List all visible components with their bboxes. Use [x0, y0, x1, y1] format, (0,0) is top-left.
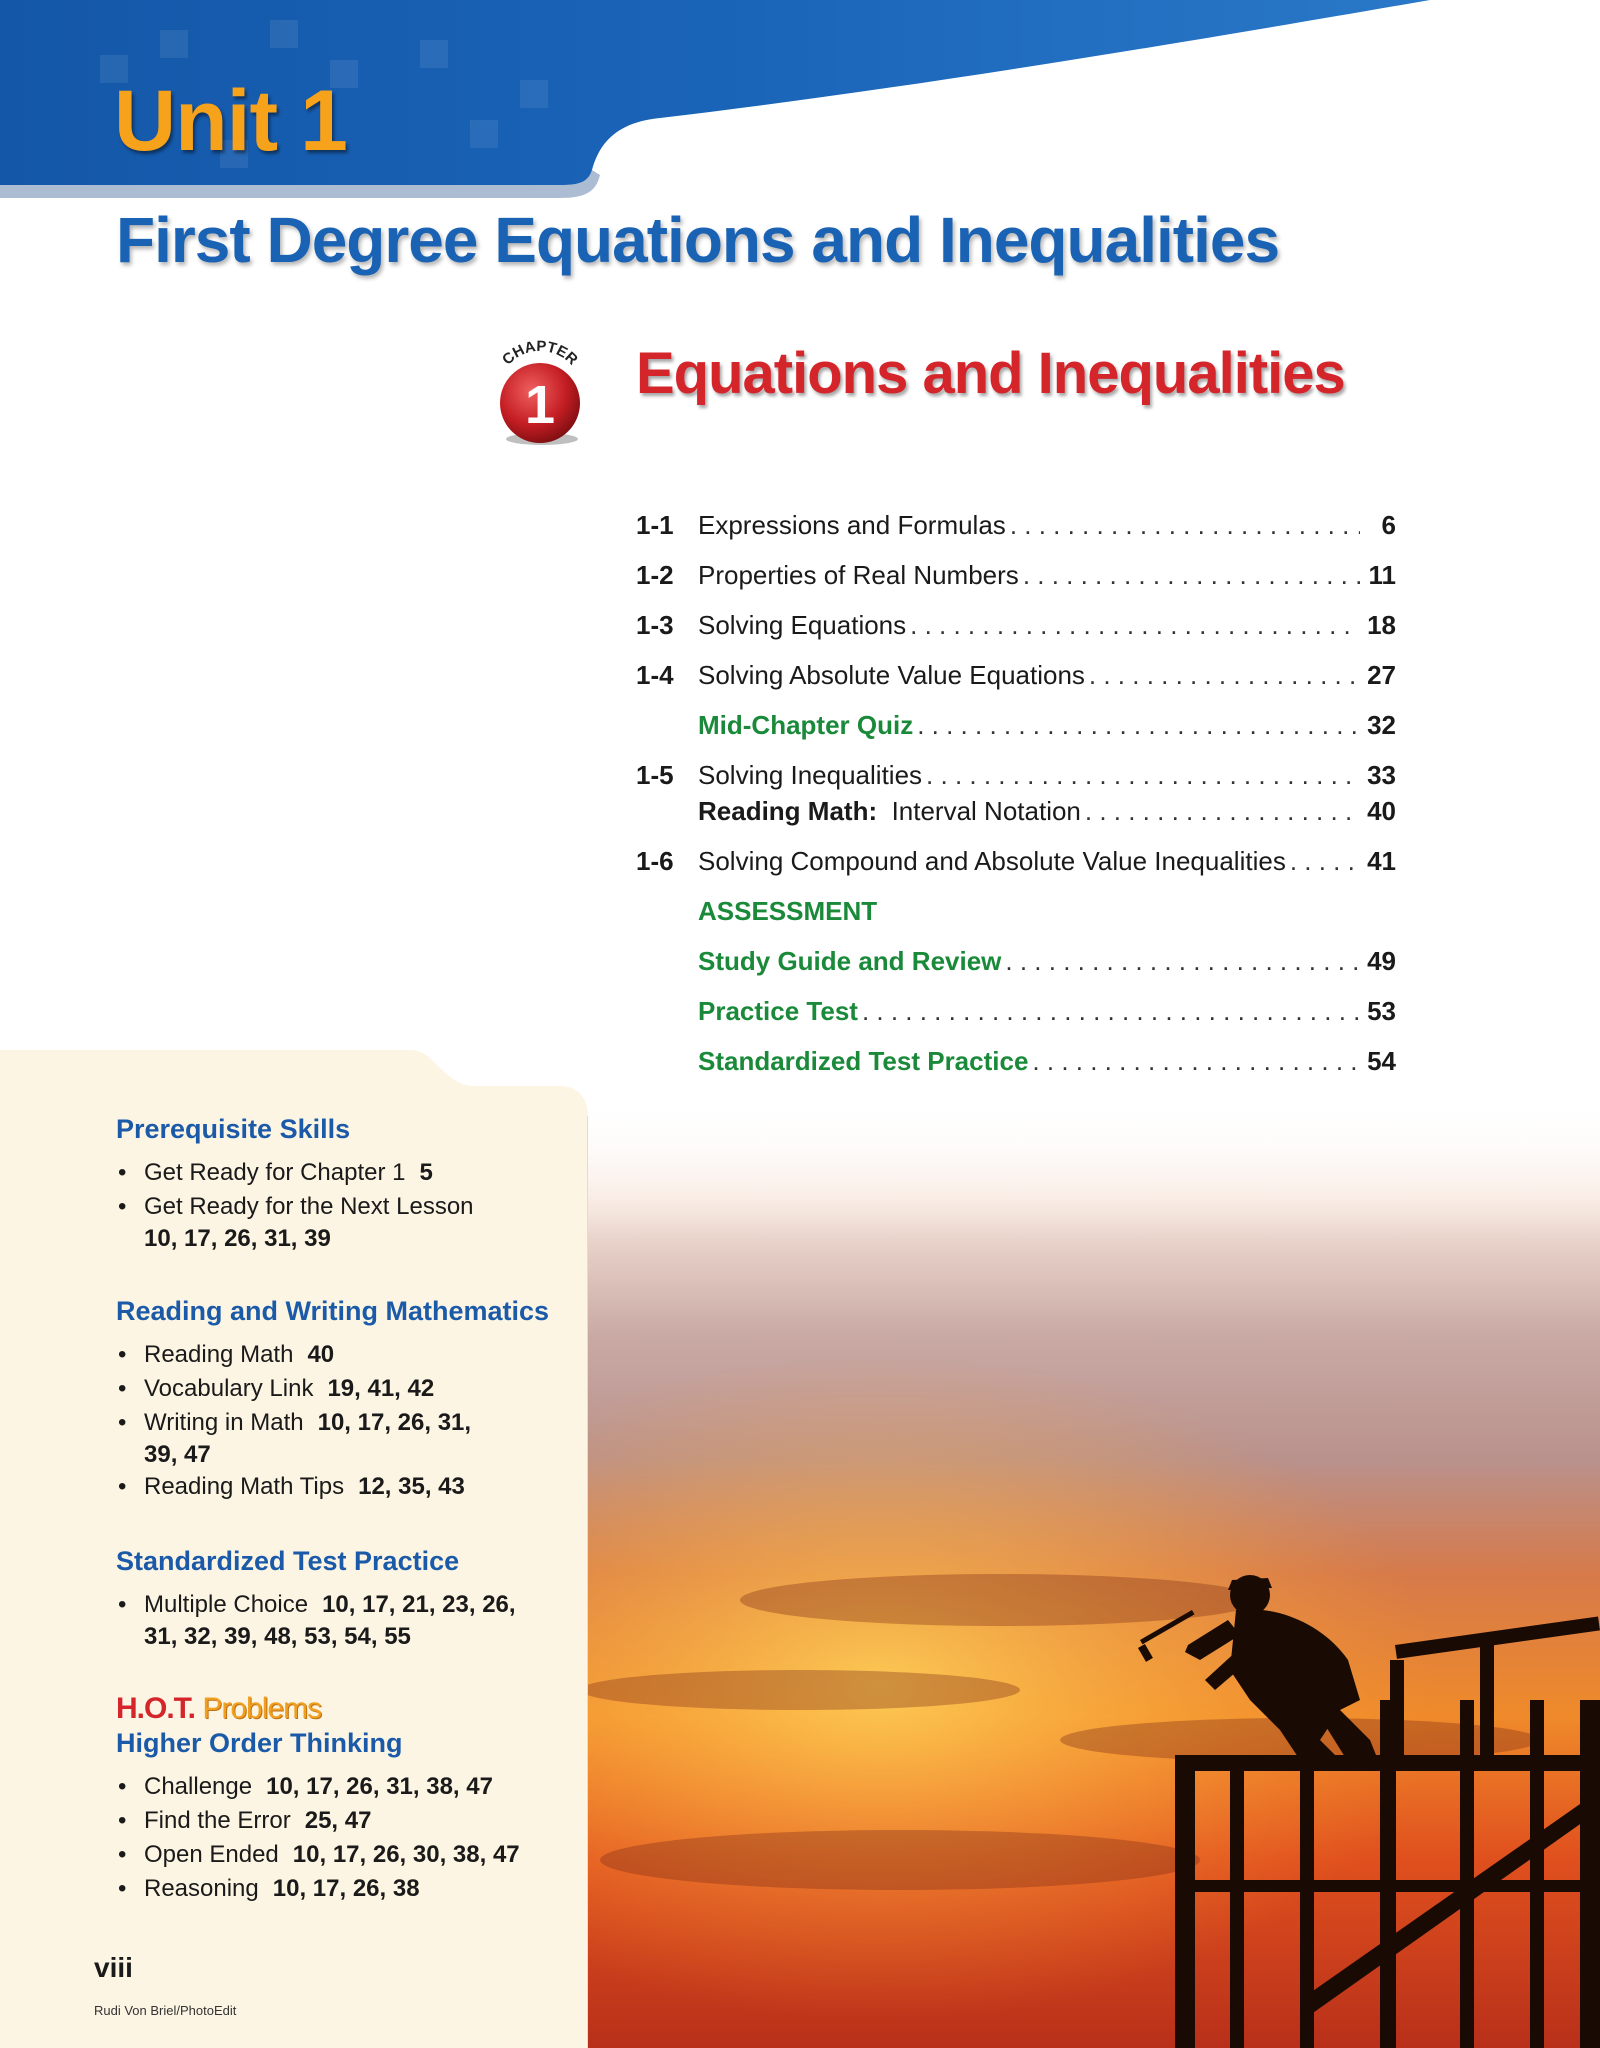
item-pages: 10, 17, 26, 30, 38, 47: [292, 1841, 520, 1868]
item-label: Reading Math Tips: [144, 1473, 345, 1500]
leader-dots: [1085, 791, 1359, 831]
standardized-test-heading: Standardized Test Practice: [116, 1546, 460, 1576]
toc-row-reading-math[interactable]: [636, 791, 1396, 841]
sidebar-content: [116, 1112, 556, 1946]
toc-row-1-3[interactable]: [636, 605, 1396, 655]
prerequisite-skills-list: [116, 1156, 556, 1254]
leader-dots: [1023, 555, 1360, 595]
item-label: Open Ended: [144, 1841, 279, 1868]
lesson-title: Solving Compound and Absolute Value Inequalities: [698, 846, 1286, 876]
hot-logo-a: H.O.T.: [116, 1692, 196, 1725]
higher-order-thinking-list: [116, 1770, 556, 1906]
item-pages: 10, 17, 26, 31, 38, 47: [266, 1773, 493, 1800]
list-item[interactable]: [116, 1338, 556, 1372]
item-pages: 10, 17, 26, 31,: [317, 1409, 472, 1436]
list-item[interactable]: [116, 1804, 556, 1838]
page-number: 33: [1367, 760, 1396, 790]
toc-row-1-4[interactable]: [636, 655, 1396, 705]
item-label: Get Ready for Chapter 1: [144, 1159, 406, 1186]
lesson-number: 1-5: [636, 760, 674, 790]
list-item[interactable]: [116, 1372, 556, 1406]
lesson-number: 1-1: [636, 510, 674, 540]
list-item[interactable]: [116, 1156, 556, 1190]
item-pages: 10, 17, 21, 23, 26,: [322, 1591, 516, 1618]
toc-row-practice-test[interactable]: [636, 991, 1396, 1041]
leader-dots: [917, 705, 1359, 745]
photo-credit: Rudi Von Briel/PhotoEdit: [94, 2003, 237, 2018]
lesson-number: 1-2: [636, 560, 674, 590]
lesson-title: Solving Equations: [698, 610, 907, 640]
lesson-title: Properties of Real Numbers: [698, 560, 1019, 590]
lesson-title: Interval Notation: [891, 796, 1081, 826]
list-item[interactable]: [116, 1406, 556, 1470]
item-pages: 10, 17, 26, 31, 39: [144, 1225, 331, 1252]
page-number: viii: [94, 1952, 133, 1983]
page-number: 41: [1367, 846, 1396, 876]
hot-problems-logo: [116, 1692, 556, 1726]
unit-title: First Degree Equations and Inequalities: [116, 204, 1280, 276]
leader-dots: [1290, 841, 1359, 881]
prerequisite-skills-heading: Prerequisite Skills: [116, 1114, 351, 1144]
lesson-number: 1-3: [636, 610, 674, 640]
table-of-contents: [636, 505, 1396, 1091]
item-pages-cont: 39, 47: [144, 1441, 211, 1468]
unit-label: Unit 1: [114, 73, 347, 169]
lesson-title: Practice Test: [698, 996, 858, 1026]
item-label: Get Ready for the Next Lesson: [144, 1193, 474, 1220]
lesson-number: 1-4: [636, 660, 674, 690]
page-number: 27: [1367, 660, 1396, 690]
list-item[interactable]: [116, 1588, 556, 1652]
standardized-test-list: [116, 1588, 556, 1652]
item-pages: 40: [307, 1341, 335, 1368]
page-number: 53: [1367, 996, 1396, 1026]
lesson-title: Standardized Test Practice: [698, 1046, 1029, 1076]
leader-dots: [910, 605, 1359, 645]
page-number: 32: [1367, 710, 1396, 740]
lesson-number: 1-6: [636, 846, 674, 876]
toc-row-1-6[interactable]: [636, 841, 1396, 891]
leader-dots: [926, 755, 1359, 795]
reading-writing-heading: Reading and Writing Mathematics: [116, 1296, 550, 1326]
reading-math-label: Reading Math:: [698, 796, 878, 826]
toc-row-mid-chapter-quiz[interactable]: [636, 705, 1396, 755]
chapter-word: CHAPTER: [499, 337, 581, 369]
hot-logo-b: Problems: [202, 1692, 322, 1725]
page-number: 49: [1367, 946, 1396, 976]
toc-row-1-2[interactable]: [636, 555, 1396, 605]
item-pages: 10, 17, 26, 38: [272, 1875, 420, 1902]
item-label: Reasoning: [144, 1875, 259, 1902]
list-item[interactable]: [116, 1872, 556, 1906]
toc-row-standardized-test[interactable]: [636, 1041, 1396, 1091]
chapter-badge-icon: [480, 335, 600, 455]
toc-row-assessment: [636, 891, 1396, 941]
lesson-title: Solving Absolute Value Equations: [698, 660, 1085, 690]
item-label: Writing in Math: [144, 1409, 304, 1436]
reading-writing-list: [116, 1338, 556, 1504]
item-label: Vocabulary Link: [144, 1375, 314, 1402]
toc-row-1-5[interactable]: [636, 755, 1396, 791]
lesson-title: Study Guide and Review: [698, 946, 1002, 976]
list-item[interactable]: [116, 1838, 556, 1872]
item-label: Reading Math: [144, 1341, 294, 1368]
item-label: Challenge: [144, 1773, 253, 1800]
toc-row-1-1[interactable]: [636, 505, 1396, 555]
toc-row-study-guide[interactable]: [636, 941, 1396, 991]
page-number: 6: [1381, 510, 1396, 540]
chapter-number: 1: [524, 375, 556, 435]
chapter-title: Equations and Inequalities: [636, 341, 1345, 406]
lesson-title: Expressions and Formulas: [698, 510, 1006, 540]
item-pages: 12, 35, 43: [358, 1473, 465, 1500]
item-pages-cont: 31, 32, 39, 48, 53, 54, 55: [144, 1623, 411, 1650]
item-label: Find the Error: [144, 1807, 291, 1834]
assessment-heading: ASSESSMENT: [698, 896, 878, 926]
item-pages: 19, 41, 42: [327, 1375, 435, 1402]
leader-dots: [1032, 1041, 1359, 1081]
lesson-title: Solving Inequalities: [698, 760, 923, 790]
leader-dots: [1005, 941, 1359, 981]
page-number: 18: [1367, 610, 1396, 640]
item-pages: 25, 47: [304, 1807, 372, 1834]
list-item[interactable]: [116, 1470, 556, 1504]
page-number: 40: [1367, 796, 1396, 826]
leader-dots: [862, 991, 1359, 1031]
higher-order-thinking-heading: Higher Order Thinking: [116, 1728, 403, 1758]
lesson-title: Mid-Chapter Quiz: [698, 710, 914, 740]
leader-dots: [1089, 655, 1359, 695]
leader-dots: [1010, 505, 1360, 545]
list-item[interactable]: [116, 1770, 556, 1804]
page-number: 54: [1367, 1046, 1396, 1076]
list-item[interactable]: [116, 1190, 556, 1254]
item-pages: 5: [419, 1159, 433, 1186]
page-number: 11: [1368, 560, 1396, 590]
item-label: Multiple Choice: [144, 1591, 309, 1618]
